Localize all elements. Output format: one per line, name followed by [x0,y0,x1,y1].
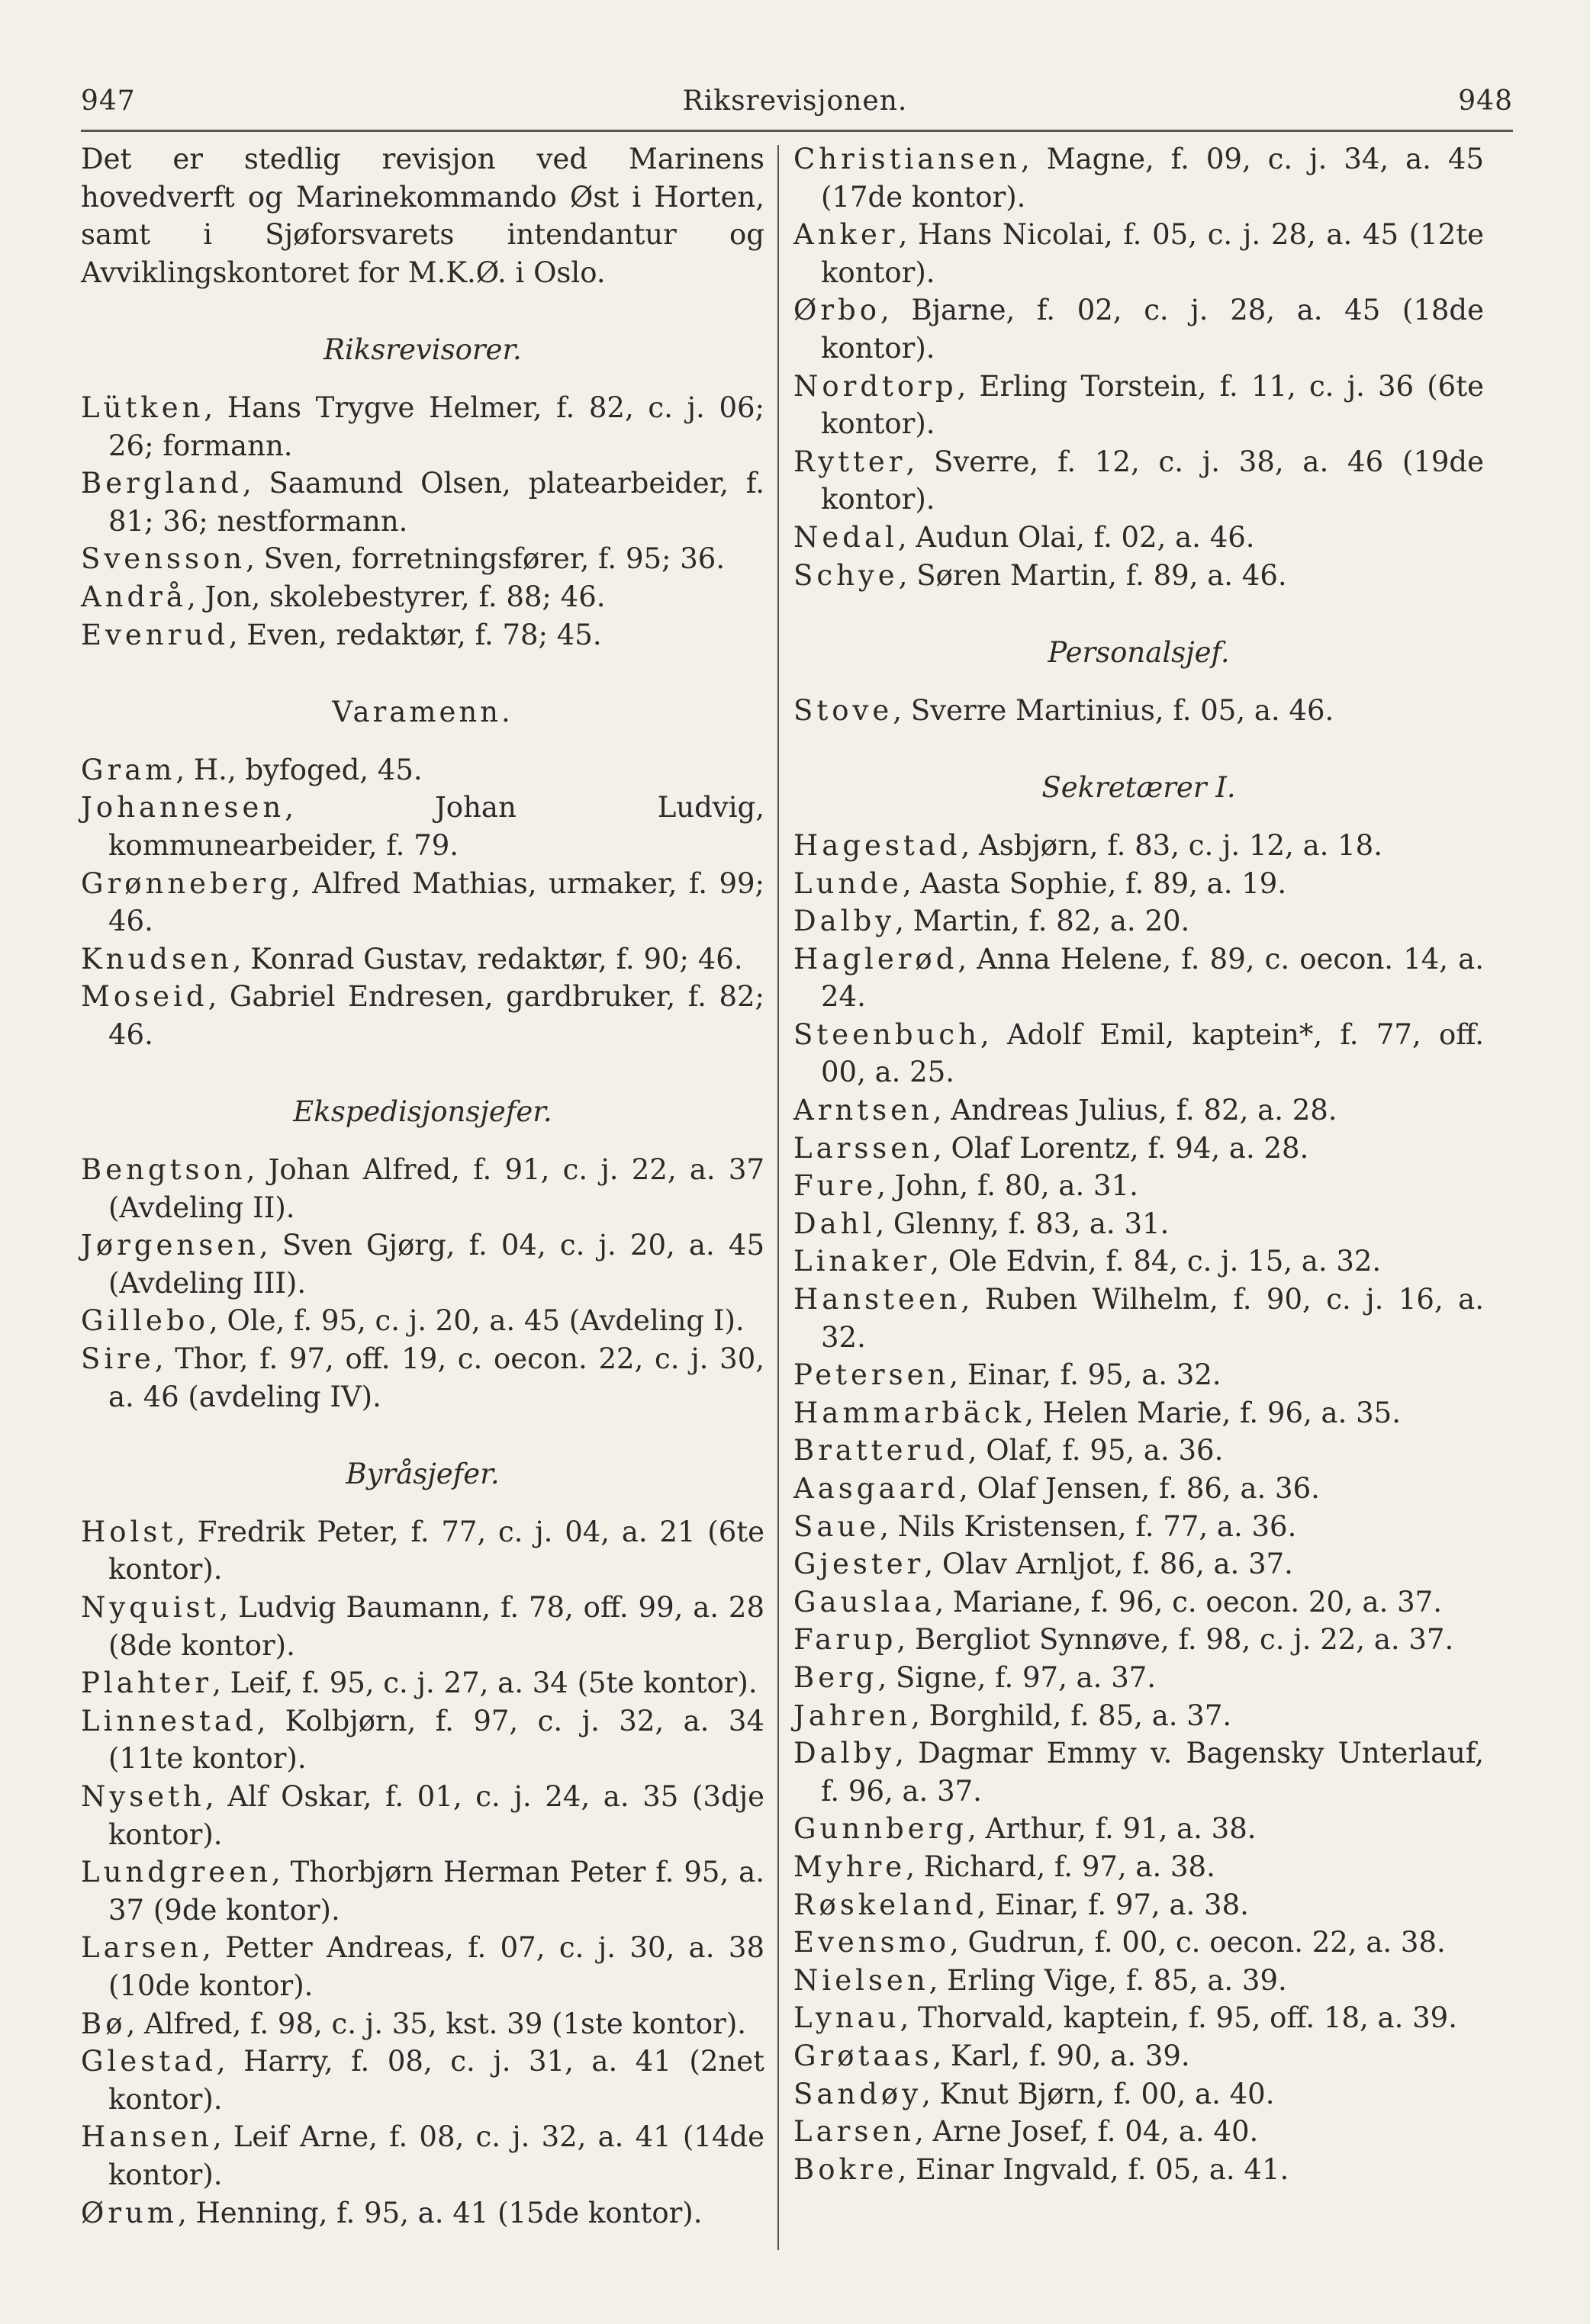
entry-details: , Mariane, f. 96, c. oecon. 20, a. 37. [935,1585,1442,1618]
entry-details: , Jon, skolebestyrer, f. 88; 46. [186,580,606,613]
entry-surname: Dahl [793,1207,876,1240]
entry-surname: Evenrud [81,618,229,651]
personnel-entry [81,865,764,940]
entry-surname: Nyseth [81,1779,205,1813]
section-heading: Byråsjefer. [346,1458,500,1491]
personnel-entry [793,216,1484,291]
personnel-entry [793,140,1484,216]
entry-details: , Bergliot Synnøve, f. 98, c. j. 22, a. 37. [896,1623,1454,1657]
entry-surname: Myhre [793,1850,906,1883]
entry-surname: Gram [81,753,176,786]
entry-details: , Einar, f. 97, a. 38. [977,1888,1249,1921]
personnel-entry [793,1583,1484,1622]
entry-surname: Lütken [81,391,204,424]
entry-details: , Olav Arnljot, f. 86, a. 37. [924,1548,1293,1581]
personnel-entry [793,519,1484,557]
entry-details: , Einar Ingvald, f. 05, a. 41. [897,2152,1289,2186]
section-heading: Varamenn. [332,696,513,729]
entry-surname: Gjester [793,1548,925,1581]
heading-gap [793,672,1484,692]
entry-surname: Bokre [793,2152,898,2186]
entry-surname: Nielsen [793,1963,929,1997]
personnel-entry [793,1130,1484,1168]
entry-surname: Nordtorp [793,369,958,403]
entry-details: , Dagmar Emmy v. Bagensky Unterlauf, f. 96, a. 37. [821,1737,1484,1808]
entry-surname: Gauslaa [793,1585,935,1618]
entry-surname: Jahren [793,1699,912,1732]
entry-details: , Audun Olai, f. 02, a. 46. [897,520,1255,554]
entry-details: , John, f. 80, a. 31. [877,1169,1138,1203]
entry-details: , Magne, f. 09, c. j. 34, a. 45 (17de kontor). [821,143,1484,214]
personnel-entry [793,1886,1484,1924]
entry-surname: Petersen [793,1358,950,1392]
heading-gap [81,1493,764,1513]
personnel-entry [81,2194,764,2232]
entry-surname: Nyquist [81,1591,220,1624]
entry-details: , Sven, forretningsfører, f. 95; 36. [246,542,726,576]
entry-surname: Schye [793,558,899,592]
entry-details: , Even, redaktør, f. 78; 45. [228,618,602,651]
entry-details: , Leif, f. 95, c. j. 27, a. 34 (5te kontor). [212,1667,758,1700]
entry-details: , Glenny, f. 83, a. 31. [875,1207,1170,1240]
entry-details: , Martin, f. 82, a. 20. [895,905,1190,938]
personnel-entry [81,1513,764,1589]
entry-surname: Christiansen [793,143,1021,175]
entry-surname: Bø [81,2007,127,2040]
entry-details: , Alf Oskar, f. 01, c. j. 24, a. 35 (3dje kontor). [108,1779,764,1851]
entry-details: , Petter Andreas, f. 07, c. j. 30, a. 38 (10de kontor). [108,1931,764,2002]
entry-details: , Ole, f. 95, c. j. 20, a. 45 (Avdeling I). [208,1304,745,1338]
personnel-entry [793,1734,1484,1810]
entry-surname: Aasgaard [793,1472,959,1505]
personnel-entry [81,464,764,540]
section-gap [793,729,1484,769]
personnel-entry [793,1545,1484,1583]
entry-surname: Plahter [81,1667,213,1700]
entry-details: , Bjarne, f. 02, c. j. 28, a. 45 (18de kontor). [821,294,1484,365]
personnel-entry [81,751,764,789]
entry-details: , Gabriel Endresen, gardbruker, f. 82; 46. [108,980,764,1051]
entry-details: , Ole Edvin, f. 84, c. j. 15, a. 32. [930,1245,1382,1278]
entry-surname: Rytter [793,445,906,478]
personnel-entry [793,2151,1484,2189]
entry-details: , Adolf Emil, kaptein*, f. 77, off. 00, a. 25. [821,1017,1484,1089]
entry-surname: Sire [81,1342,155,1376]
personnel-entry [81,1664,764,1702]
entry-details: , Ludvig Baumann, f. 78, off. 99, a. 28 (8de kontor). [108,1591,764,1662]
entry-surname: Røskeland [793,1888,977,1921]
entry-details: , Asbjørn, f. 83, c. j. 12, a. 18. [961,828,1382,862]
entry-surname: Steenbuch [793,1017,980,1051]
personnel-entry [793,1356,1484,1394]
personnel-entry [793,827,1484,865]
personnel-entry [793,1167,1484,1205]
personnel-entry [793,368,1484,443]
entry-details: , Alfred Mathias, urmaker, f. 99; 46. [108,866,764,938]
entry-details: , Harry, f. 08, c. j. 31, a. 41 (2net kontor). [108,2045,764,2116]
personnel-entry [793,2113,1484,2151]
entry-surname: Sandøy [793,2077,922,2110]
header-rule [81,130,1513,132]
entry-surname: Evensmo [793,1926,950,1959]
entry-details: , Olaf Lorentz, f. 94, a. 28. [933,1131,1309,1165]
entry-details: , Thorbjørn Herman Peter f. 95, a. 37 (9de kontor). [108,1856,764,1927]
personnel-entry [793,902,1484,940]
section-gap [81,1053,764,1093]
entry-surname: Knudsen [81,942,233,976]
entry-details: , Andreas Julius, f. 82, a. 28. [932,1094,1337,1127]
entry-surname: Fure [793,1169,877,1203]
entry-details: , H., byfoged, 45. [175,753,423,786]
personnel-entry [793,1242,1484,1281]
personnel-entry [793,443,1484,519]
personnel-entry [793,1999,1484,2037]
entry-details: , Fredrik Peter, f. 77, c. j. 04, a. 21 (6te kontor). [108,1515,764,1586]
entry-details: , Arne Josef, f. 04, a. 40. [915,2115,1259,2149]
column-divider [777,145,779,2250]
page-number-right: 948 [1458,85,1513,117]
section-gap [793,594,1484,634]
entry-details: , Borghild, f. 85, a. 37. [911,1699,1232,1732]
personnel-entry [81,978,764,1053]
entry-details: , Kolbjørn, f. 97, c. j. 32, a. 34 (11te kontor). [108,1704,764,1776]
entry-details: , Henning, f. 95, a. 41 (15de kontor). [177,2196,703,2229]
entry-details: , Signe, f. 97, a. 37. [877,1660,1157,1694]
personnel-entry [81,1340,764,1416]
entry-surname: Gillebo [81,1304,209,1338]
entry-details: , Knut Bjørn, f. 00, a. 40. [922,2077,1275,2110]
personnel-entry [81,1702,764,1778]
entry-surname: Svensson [81,542,246,576]
heading-gap [81,731,764,751]
entry-surname: Arntsen [793,1094,933,1127]
entry-surname: Ørum [81,2196,178,2229]
entry-details: , Aasta Sophie, f. 89, a. 19. [902,866,1287,900]
entry-surname: Bengtson [81,1153,246,1187]
entry-surname: Grøtaas [793,2039,933,2072]
entry-surname: Larsen [81,1931,203,1965]
entry-surname: Glestad [81,2045,217,2078]
entry-surname: Lynau [793,2001,900,2035]
section-heading: Ekspedisjonsjefer. [293,1095,552,1129]
entry-details: , Hans Nicolai, f. 05, c. j. 28, a. 45 (12te kontor). [821,218,1484,289]
entry-surname: Linnestad [81,1704,257,1737]
personnel-entry [793,1508,1484,1546]
personnel-entry [81,2118,764,2194]
entry-surname: Ørbo [793,294,880,327]
personnel-entry [793,1432,1484,1470]
entry-surname: Nedal [793,520,898,554]
entry-details: , Ruben Wilhelm, f. 90, c. j. 16, a. 32. [821,1283,1484,1354]
heading-gap [81,369,764,389]
personnel-entry [793,557,1484,595]
personnel-entry [793,1697,1484,1735]
personnel-entry [81,789,764,864]
personnel-entry [793,1281,1484,1356]
personnel-entry [793,1091,1484,1130]
entry-surname: Stove [793,693,893,727]
entry-details: , Sverre, f. 12, c. j. 38, a. 46 (19de kontor). [821,445,1484,516]
entry-details: , Anna Helene, f. 89, c. oecon. 14, a. 24. [821,942,1484,1014]
section-heading: Riksrevisorer. [323,333,522,367]
entry-surname: Saue [793,1509,880,1543]
entry-surname: Bergland [81,467,243,500]
entry-surname: Bratterud [793,1434,968,1467]
right-column [793,140,1484,2188]
entry-details: , Sverre Martinius, f. 05, a. 46. [893,693,1334,727]
entry-details: , Hans Trygve Helmer, f. 82, c. j. 06; 26; formann. [108,391,764,462]
entry-details: , Konrad Gustav, redaktør, f. 90; 46. [232,942,743,976]
entry-details: , Olaf Jensen, f. 86, a. 36. [958,1472,1320,1505]
entry-details: , Richard, f. 97, a. 38. [906,1850,1215,1883]
personnel-entry [81,616,764,654]
entry-surname: Hansteen [793,1283,961,1316]
section-gap [81,1416,764,1455]
section-gap [81,654,764,693]
entry-surname: Anker [793,218,899,252]
personnel-entry [81,1589,764,1664]
personnel-entry [793,1659,1484,1697]
personnel-entry [793,1470,1484,1508]
personnel-entry [793,692,1484,730]
entry-surname: Linaker [793,1245,931,1278]
entry-details: , Helen Marie, f. 96, a. 35. [1025,1396,1401,1429]
personnel-entry [793,865,1484,903]
entry-details: , Arthur, f. 91, a. 38. [967,1812,1257,1846]
entry-surname: Haglerød [793,942,958,976]
entry-details: , Karl, f. 90, a. 39. [932,2039,1190,2072]
entry-details: , Johan Ludvig, kommunearbeider, f. 79. [108,791,764,862]
entry-surname: Larssen [793,1131,934,1165]
entry-details: , Leif Arne, f. 08, c. j. 32, a. 41 (14de kontor). [108,2120,764,2191]
section-heading: Sekretærer I. [1041,771,1236,805]
personnel-entry [793,1848,1484,1886]
entry-details: , Nils Kristensen, f. 77, a. 36. [880,1509,1297,1543]
section-gap [81,291,764,331]
personnel-entry [793,1205,1484,1243]
personnel-entry [81,2005,764,2043]
heading-gap [81,1131,764,1151]
personnel-entry [793,2037,1484,2075]
entry-surname: Lunde [793,866,903,900]
entry-details: , Sven Gjørg, f. 04, c. j. 20, a. 45 (Avdeling III). [108,1229,764,1300]
entry-surname: Gunnberg [793,1812,967,1846]
entry-details: , Alfred, f. 98, c. j. 35, kst. 39 (1ste kontor). [126,2007,747,2040]
personnel-entry [793,1810,1484,1848]
entry-surname: Lundgreen [81,1856,272,1889]
entry-surname: Andrå [81,580,187,613]
entry-surname: Jørgensen [81,1229,259,1262]
entry-surname: Larsen [793,2115,916,2149]
personnel-entry [81,2043,764,2118]
entry-surname: Johannesen [81,791,285,824]
entry-details: , Thor, f. 97, off. 19, c. oecon. 22, c. j. 30, a. 46 (avdeling IV). [108,1342,764,1413]
page-number-left: 947 [81,85,136,117]
personnel-entry [793,1394,1484,1432]
personnel-entry [793,940,1484,1016]
personnel-entry [793,1962,1484,2000]
entry-details: , Thorvald, kaptein, f. 95, off. 18, a. 39. [900,2001,1457,2035]
section-heading: Personalsjef. [1048,636,1230,670]
entry-surname: Hammarbäck [793,1396,1025,1429]
entry-details: , Olaf, f. 95, a. 36. [967,1434,1224,1467]
personnel-entry [81,1778,764,1853]
entry-surname: Farup [793,1623,897,1657]
personnel-entry [81,1929,764,2004]
entry-surname: Hagestad [793,828,961,862]
personnel-entry [793,2075,1484,2113]
running-title: Riksrevisjonen. [682,85,908,117]
entry-surname: Berg [793,1660,878,1694]
personnel-entry [793,1621,1484,1659]
personnel-entry [81,1853,764,1929]
left-column [81,140,764,2232]
entry-surname: Moseid [81,980,208,1014]
entry-details: , Erling Torstein, f. 11, c. j. 36 (6te kontor). [821,369,1484,441]
intro-paragraph: Det er stedlig revisjon ved Marinens hovedverft og Marinekommando Øst i Horten, samt i Sjøforsvarets intendantur og Avviklingskontoret for M.K.Ø. i Oslo. [81,143,764,289]
entry-surname: Holst [81,1515,177,1548]
personnel-entry [81,1151,764,1226]
entry-details: , Gudrun, f. 00, c. oecon. 22, a. 38. [950,1926,1446,1959]
personnel-entry [81,1226,764,1302]
personnel-entry [81,389,764,464]
personnel-entry [793,1924,1484,1962]
entry-details: , Søren Martin, f. 89, a. 46. [898,558,1287,592]
entry-surname: Grønneberg [81,866,292,900]
personnel-entry [793,291,1484,367]
entry-details: , Johan Alfred, f. 91, c. j. 22, a. 37 (Avdeling II). [108,1153,764,1224]
personnel-entry [81,540,764,578]
personnel-entry [793,1016,1484,1091]
entry-surname: Dalby [793,905,896,938]
personnel-entry [81,1302,764,1340]
entry-details: , Erling Vige, f. 85, a. 39. [929,1963,1287,1997]
entry-surname: Hansen [81,2120,213,2154]
entry-details: , Saamund Olsen, platearbeider, f. 81; 36; nestformann. [108,467,764,538]
entry-details: , Einar, f. 95, a. 32. [949,1358,1221,1392]
heading-gap [793,807,1484,827]
entry-surname: Dalby [793,1737,896,1770]
personnel-entry [81,940,764,979]
personnel-entry [81,578,764,616]
